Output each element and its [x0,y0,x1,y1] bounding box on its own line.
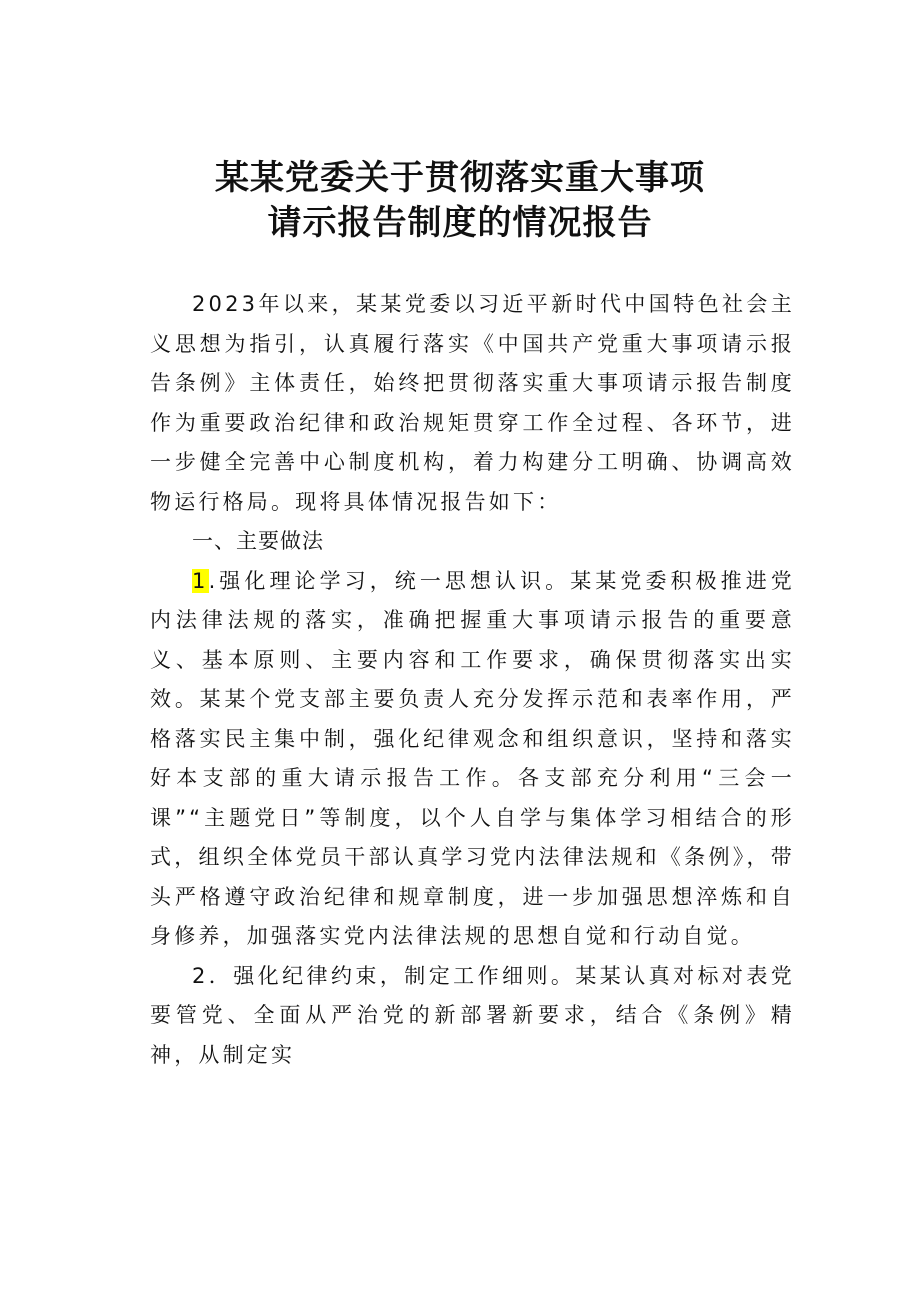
document-title-line1: 某某党委关于贯彻落实重大事项 [215,158,705,198]
item-1-paragraph [150,562,795,957]
item-2-paragraph: 2．强化纪律约束，制定工作细则。某某认真对标对表党要管党、全面从严治党的新部署新要求，结合《条例》精神，从制定实 [150,963,795,1067]
intro-paragraph: 2023年以来，某某党委以习近平新时代中国特色社会主义思想为指引，认真履行落实《中国共产党重大事项请示报告条例》主体责任，始终把贯彻落实重大事项请示报告制度作为重要政治纪律和政治规矩贯穿工作全过程、各环节，进一步健全完善中心制度机构，着力构建分工明确、协调高效物运行格局。现将具体情况报告如下： [150,292,795,514]
document-title-line2: 请示报告制度的情况报告 [267,203,653,243]
section-heading-main-practices: 一、主要做法 [192,529,324,553]
highlighted-item-number: 1 [192,568,209,593]
item-1-text: .强化理论学习，统一思想认识。某某党委积极推进党内法律法规的落实，准确把握重大事项请示报告的重要意义、基本原则、主要内容和工作要求，确保贯彻落实出实效。某某个党支部主要负责人充分发挥示范和表率作用，严格落实民主集中制，强化纪律观念和组织意识，坚持和落实好本支部的重大请示报告工作。各支部充分利用“三会一课”“主题党日”等制度，以个人自学与集体学习相结合的形式，组织全体党员干部认真学习党内法律法规和《条例》，带头严格遵守政治纪律和规章制度，进一步加强思想淬炼和自身修养，加强落实党内法律法规的思想自觉和行动自觉。 [150,568,795,948]
document-body [150,285,795,1075]
